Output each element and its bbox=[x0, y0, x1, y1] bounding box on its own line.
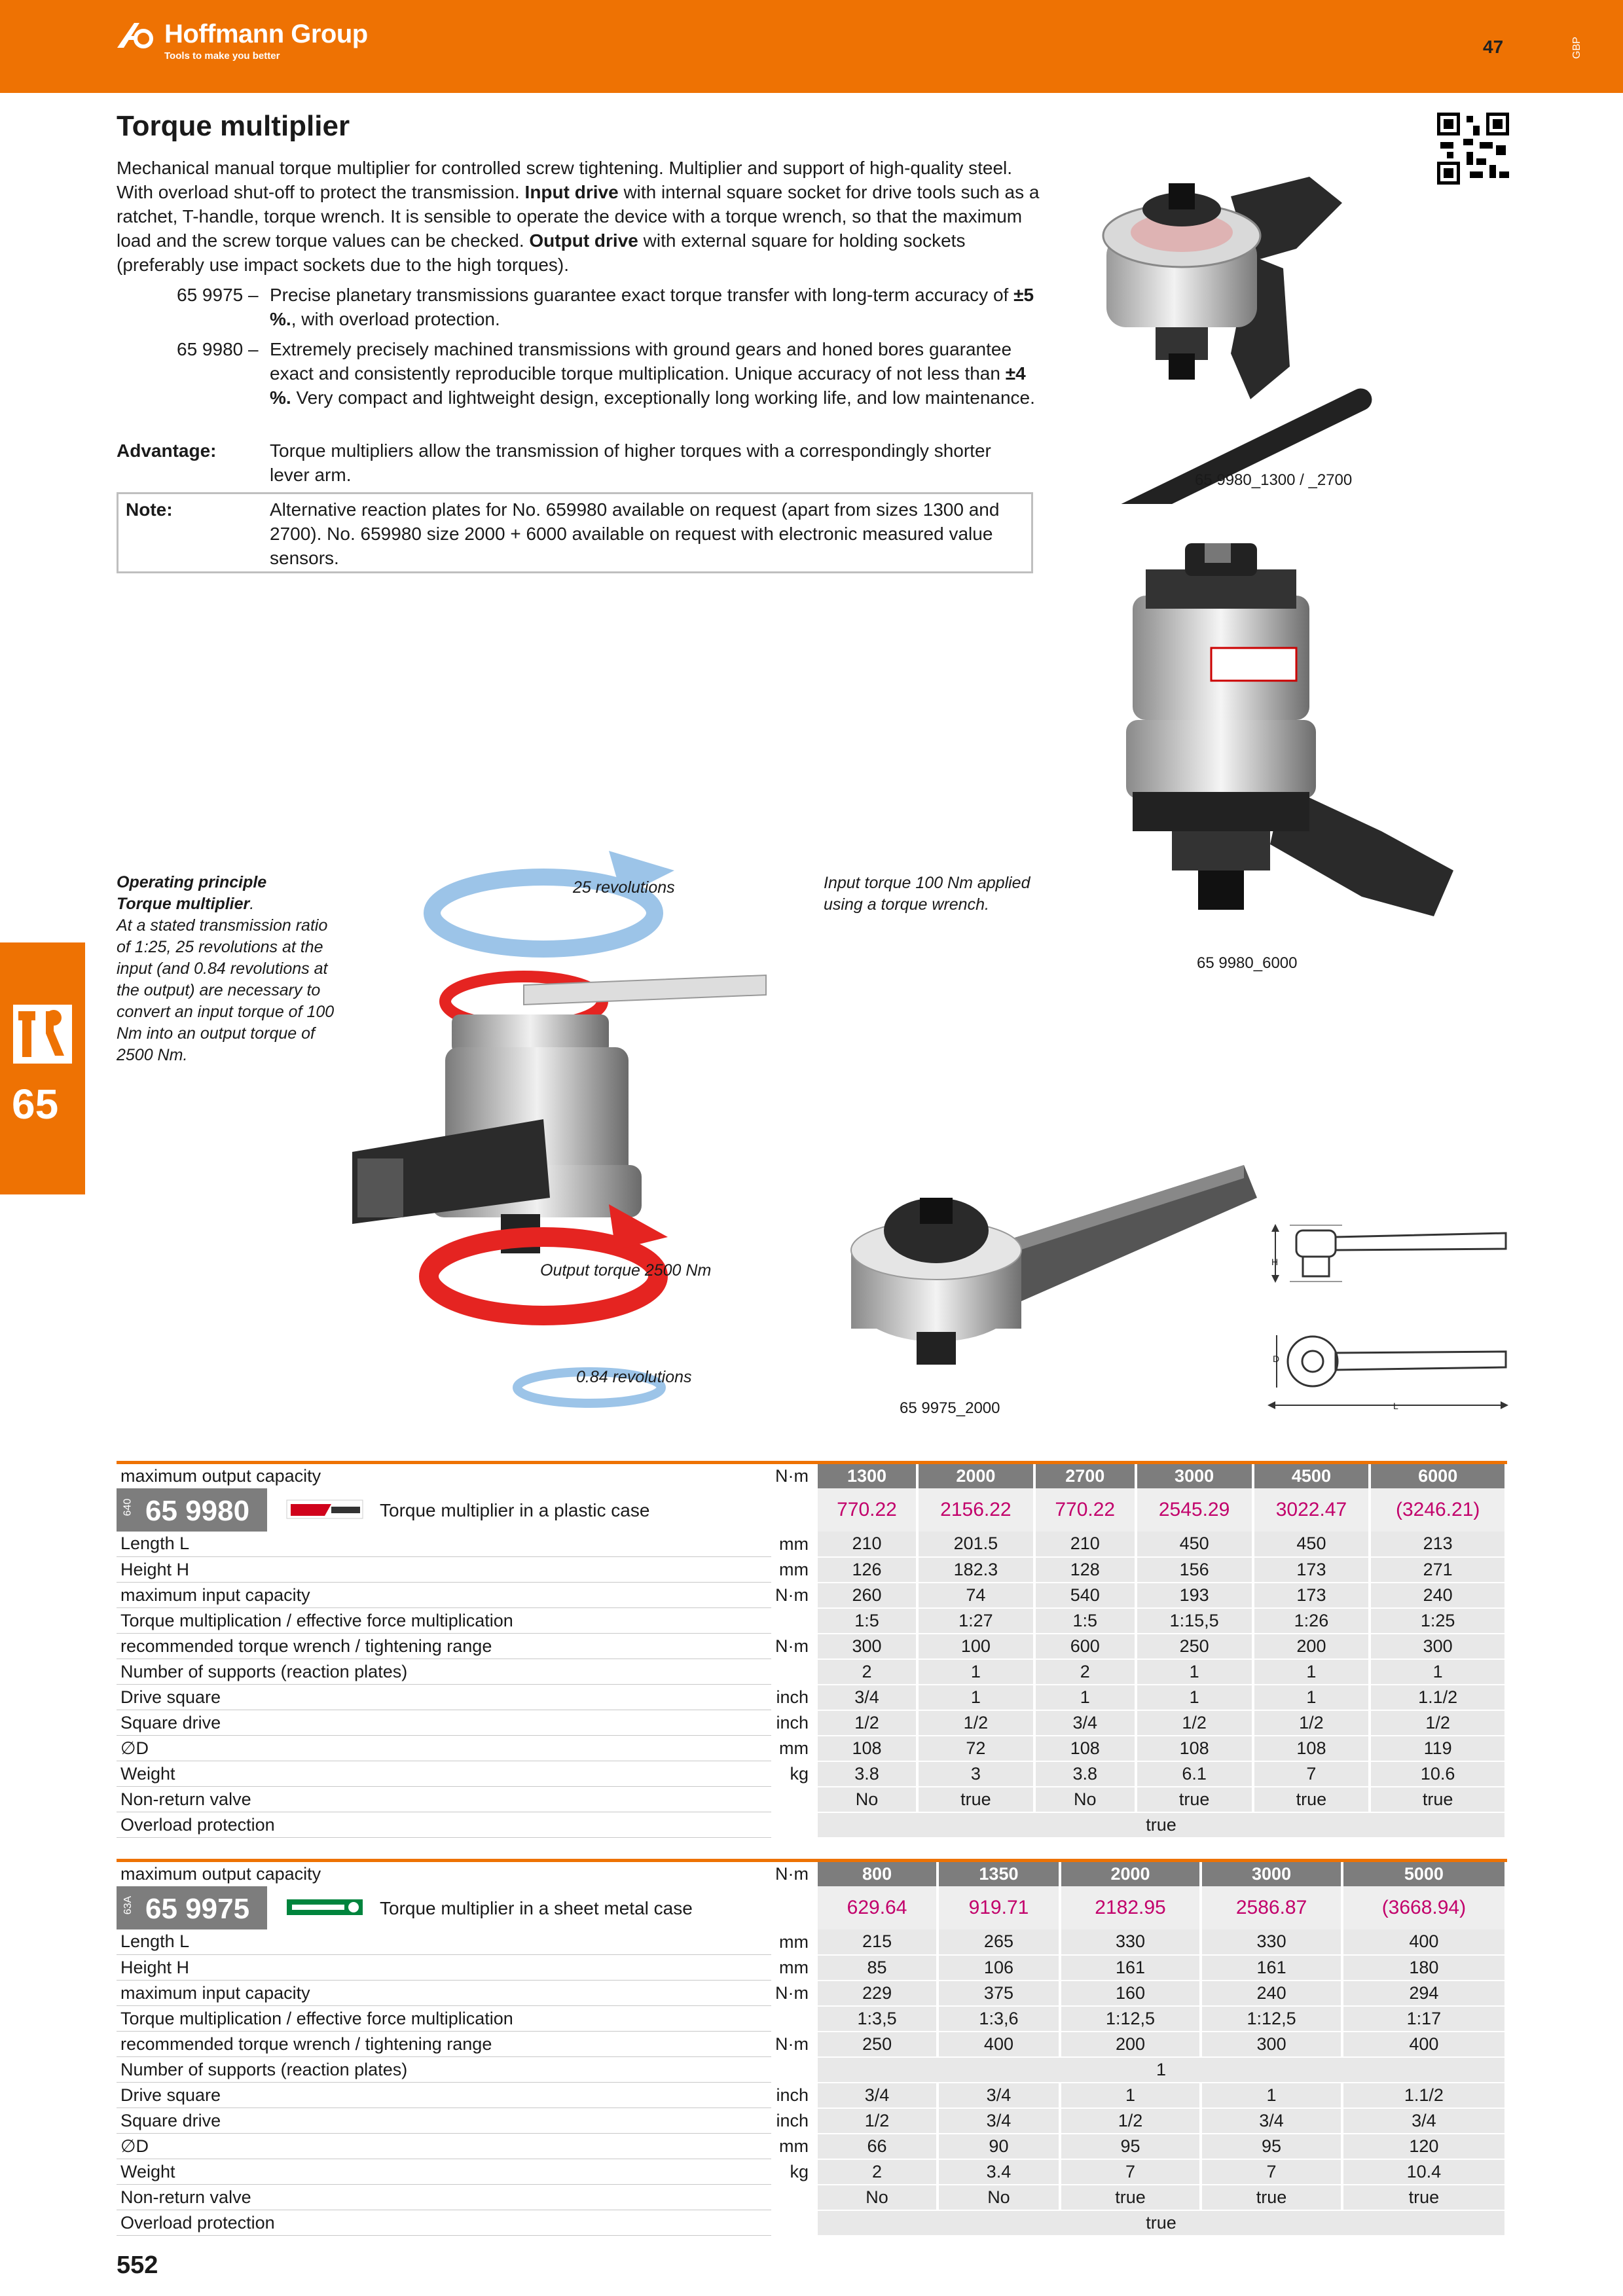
table-row bbox=[117, 1929, 1506, 1955]
value-cell: 3/4 bbox=[1034, 1710, 1136, 1736]
row-label: maximum input capacity bbox=[117, 1981, 771, 2006]
table-row bbox=[117, 1736, 1506, 1761]
value-cell: 90 bbox=[938, 2134, 1060, 2159]
value-cell: 1:12,5 bbox=[1060, 2006, 1201, 2032]
table-row bbox=[117, 1812, 1506, 1838]
row-label: Overload protection bbox=[117, 2210, 771, 2236]
table-row bbox=[117, 1608, 1506, 1634]
price-cell: 2156.22 bbox=[917, 1488, 1034, 1532]
rev-in-label: 25 revolutions bbox=[573, 878, 675, 897]
row-unit bbox=[771, 1608, 818, 1634]
gedore-logo-icon bbox=[285, 1498, 364, 1521]
value-cell: 193 bbox=[1136, 1583, 1253, 1608]
value-cell: 1 bbox=[1253, 1659, 1370, 1685]
overload-value: true bbox=[818, 1812, 1506, 1838]
size-cell: 2000 bbox=[1060, 1861, 1201, 1886]
page-number-bottom: 552 bbox=[117, 2251, 158, 2279]
hoffmann-logo-icon bbox=[115, 20, 160, 49]
value-cell: 7 bbox=[1060, 2159, 1201, 2185]
value-cell: 1:15,5 bbox=[1136, 1608, 1253, 1634]
value-cell: 400 bbox=[1342, 1929, 1506, 1955]
group-code: 63A bbox=[122, 1895, 134, 1914]
value-cell: 7 bbox=[1253, 1761, 1370, 1787]
value-cell: 375 bbox=[938, 1981, 1060, 2006]
spec-table-659975 bbox=[117, 1859, 1507, 2236]
value-cell: 265 bbox=[938, 1929, 1060, 1955]
value-cell: 1/2 bbox=[1060, 2108, 1201, 2134]
row-label: Height H bbox=[117, 1557, 771, 1583]
row-label: Square drive bbox=[117, 2108, 771, 2134]
price-cell: 629.64 bbox=[818, 1886, 938, 1929]
row-unit: kg bbox=[790, 2161, 809, 2181]
principle-text: Operating principle Torque multiplier. At a stated transmission ratio of 1:25, 25 revolutions at the input (and 0.84 revolutions at the output) are necessary to convert an input torque of 100 Nm into an output torque of 2500 Nm. bbox=[117, 873, 335, 1064]
value-cell: 1/2 bbox=[818, 1710, 917, 1736]
row-label: Weight bbox=[117, 1761, 771, 1787]
row-unit: mm bbox=[779, 1931, 809, 1952]
value-cell: 1 bbox=[1060, 2083, 1201, 2108]
row-label: Height H bbox=[117, 1955, 771, 1981]
price-cell: 770.22 bbox=[818, 1488, 917, 1532]
value-cell: 1.1/2 bbox=[1342, 2083, 1506, 2108]
value-cell: 300 bbox=[1201, 2032, 1342, 2057]
value-cell: 85 bbox=[818, 1955, 938, 1981]
value-cell: 213 bbox=[1370, 1532, 1506, 1557]
size-cell: 800 bbox=[818, 1861, 938, 1886]
row-unit: mm bbox=[779, 1738, 809, 1758]
value-cell: 210 bbox=[1034, 1532, 1136, 1557]
group-code: 640 bbox=[122, 1498, 134, 1516]
value-cell: 126 bbox=[818, 1557, 917, 1583]
table1-product-row bbox=[117, 1488, 1506, 1532]
value-cell: 3/4 bbox=[1342, 2108, 1506, 2134]
size-cell: 2000 bbox=[917, 1463, 1034, 1488]
table-row bbox=[117, 2006, 1506, 2032]
page-number-top: 47 bbox=[1483, 37, 1504, 57]
value-cell: 156 bbox=[1136, 1557, 1253, 1583]
row-label: Number of supports (reaction plates) bbox=[117, 1659, 771, 1685]
value-cell: 1/2 bbox=[917, 1710, 1034, 1736]
header-label: maximum output capacity bbox=[117, 1861, 771, 1886]
row-label: Drive square bbox=[117, 1685, 771, 1710]
dim-h-label: H bbox=[1271, 1257, 1279, 1267]
table-row bbox=[117, 1634, 1506, 1659]
row-unit: inch bbox=[776, 2110, 809, 2130]
value-cell: 10.6 bbox=[1370, 1761, 1506, 1787]
value-cell: 2 bbox=[1034, 1659, 1136, 1685]
value-cell: No bbox=[818, 1787, 917, 1812]
value-cell: 229 bbox=[818, 1981, 938, 2006]
spec-table-659980 bbox=[117, 1461, 1507, 1839]
value-cell: 210 bbox=[818, 1532, 917, 1557]
value-cell: 1 bbox=[1136, 1685, 1253, 1710]
product-code-block[interactable] bbox=[117, 1488, 267, 1532]
value-cell: 1.1/2 bbox=[1370, 1685, 1506, 1710]
value-cell: 108 bbox=[1034, 1736, 1136, 1761]
value-cell: 1/2 bbox=[1253, 1710, 1370, 1736]
row-unit: N·m bbox=[775, 1982, 809, 2003]
value-cell: 3/4 bbox=[1201, 2108, 1342, 2134]
product-code-block[interactable] bbox=[117, 1886, 267, 1929]
value-cell: 1:3,6 bbox=[938, 2006, 1060, 2032]
product-name: Torque multiplier in a sheet metal case bbox=[380, 1897, 693, 1918]
dimension-diagram-top bbox=[1264, 1332, 1512, 1417]
value-cell: 3.4 bbox=[938, 2159, 1060, 2185]
value-cell: 540 bbox=[1034, 1583, 1136, 1608]
table-row bbox=[117, 1557, 1506, 1583]
value-cell: 1 bbox=[1370, 1659, 1506, 1685]
value-cell: 180 bbox=[1342, 1955, 1506, 1981]
brand-tagline: Tools to make you better bbox=[164, 50, 280, 62]
row-label: Non-return valve bbox=[117, 1787, 771, 1812]
table1-header-row bbox=[117, 1463, 1506, 1488]
value-cell: true bbox=[1370, 1787, 1506, 1812]
value-cell: 400 bbox=[938, 2032, 1060, 2057]
row-label: ∅D bbox=[117, 1736, 771, 1761]
row-unit bbox=[771, 2185, 818, 2210]
row-unit: N·m bbox=[775, 1585, 809, 1605]
tools-chapter-icon bbox=[13, 1005, 72, 1064]
value-cell: true bbox=[1201, 2185, 1342, 2210]
caption-img3: 65 9975_2000 bbox=[900, 1399, 1000, 1417]
value-cell: 1/2 bbox=[818, 2108, 938, 2134]
value-cell: 201.5 bbox=[917, 1532, 1034, 1557]
product-code: 65 9975 bbox=[145, 1892, 250, 1925]
row-unit bbox=[771, 1659, 818, 1685]
table-row bbox=[117, 1532, 1506, 1557]
price-cell: 2182.95 bbox=[1060, 1886, 1201, 1929]
value-cell: true bbox=[1136, 1787, 1253, 1812]
rev-out-label: 0.84 revolutions bbox=[576, 1368, 692, 1386]
row-unit: mm bbox=[779, 1559, 809, 1579]
dimension-diagram-side bbox=[1264, 1217, 1512, 1289]
value-cell: 1 bbox=[917, 1685, 1034, 1710]
value-cell: 1 bbox=[1253, 1685, 1370, 1710]
value-cell: 128 bbox=[1034, 1557, 1136, 1583]
row-unit: inch bbox=[776, 2085, 809, 2105]
value-cell: 100 bbox=[917, 1634, 1034, 1659]
value-cell: 108 bbox=[1253, 1736, 1370, 1761]
row-unit: kg bbox=[790, 1763, 809, 1784]
row-unit: mm bbox=[779, 1957, 809, 1977]
header-label: maximum output capacity bbox=[117, 1463, 771, 1488]
table-row bbox=[117, 2108, 1506, 2134]
value-cell: 66 bbox=[818, 2134, 938, 2159]
price-cell: 2586.87 bbox=[1201, 1886, 1342, 1929]
value-cell: 294 bbox=[1342, 1981, 1506, 2006]
size-cell: 1350 bbox=[938, 1861, 1060, 1886]
size-cell: 3000 bbox=[1201, 1861, 1342, 1886]
row-label: Length L bbox=[117, 1532, 771, 1557]
row-unit: inch bbox=[776, 1687, 809, 1707]
size-cell: 5000 bbox=[1342, 1861, 1506, 1886]
value-cell: 330 bbox=[1060, 1929, 1201, 1955]
row-label: Torque multiplication / effective force multiplication bbox=[117, 1608, 771, 1634]
value-cell: 240 bbox=[1201, 1981, 1342, 2006]
value-cell: 3/4 bbox=[818, 1685, 917, 1710]
value-cell: No bbox=[1034, 1787, 1136, 1812]
value-cell: 1 bbox=[1136, 1659, 1253, 1685]
value-cell: 1/2 bbox=[1136, 1710, 1253, 1736]
value-cell: 260 bbox=[818, 1583, 917, 1608]
table-row bbox=[117, 1761, 1506, 1787]
input-note: Input torque 100 Nm applied using a torque wrench. bbox=[824, 874, 1030, 914]
page-title: Torque multiplier bbox=[117, 110, 350, 142]
output-label: Output torque 2500 Nm bbox=[540, 1261, 712, 1280]
price-cell: 919.71 bbox=[938, 1886, 1060, 1929]
value-cell: 1 bbox=[818, 2057, 1506, 2083]
size-cell: 1300 bbox=[818, 1463, 917, 1488]
value-cell: 330 bbox=[1201, 1929, 1342, 1955]
value-cell: 1:25 bbox=[1370, 1608, 1506, 1634]
row-unit: N·m bbox=[775, 1636, 809, 1656]
product-image-659980-6000 bbox=[1087, 530, 1467, 936]
value-cell: 200 bbox=[1060, 2032, 1201, 2057]
value-cell: 250 bbox=[1136, 1634, 1253, 1659]
row-label: Torque multiplication / effective force multiplication bbox=[117, 2006, 771, 2032]
value-cell: 1:5 bbox=[1034, 1608, 1136, 1634]
value-cell: 215 bbox=[818, 1929, 938, 1955]
table-row bbox=[117, 2159, 1506, 2185]
value-cell: 160 bbox=[1060, 1981, 1201, 2006]
value-cell: 95 bbox=[1060, 2134, 1201, 2159]
intro-text: Mechanical manual torque multiplier for controlled screw tightening. Multiplier and support of high-quality steel. With overload shut-off to protect the transmission. Input drive with internal square socket for drive tools such as a ratchet, T-handle, torque wrench. It is sensible to operate the device with a torque wrench, so that the maximum load and the screw torque values can be checked. Output drive with external square for holding sockets (preferably use impact sockets due to the high torques). bbox=[117, 158, 1040, 275]
table-row bbox=[117, 2210, 1506, 2236]
value-cell: 74 bbox=[917, 1583, 1034, 1608]
table-row bbox=[117, 1685, 1506, 1710]
price-cell: (3246.21) bbox=[1370, 1488, 1506, 1532]
size-cell: 2700 bbox=[1034, 1463, 1136, 1488]
value-cell: No bbox=[818, 2185, 938, 2210]
row-label: Weight bbox=[117, 2159, 771, 2185]
value-cell: true bbox=[1342, 2185, 1506, 2210]
language-code: GBP bbox=[1571, 37, 1582, 59]
value-cell: 173 bbox=[1253, 1557, 1370, 1583]
value-cell: 6.1 bbox=[1136, 1761, 1253, 1787]
value-cell: true bbox=[917, 1787, 1034, 1812]
table-row bbox=[117, 2032, 1506, 2057]
header-unit: N·m bbox=[771, 1463, 818, 1488]
row-label: Overload protection bbox=[117, 1812, 771, 1838]
size-cell: 6000 bbox=[1370, 1463, 1506, 1488]
value-cell: 450 bbox=[1136, 1532, 1253, 1557]
price-cell: 770.22 bbox=[1034, 1488, 1136, 1532]
value-cell: 200 bbox=[1253, 1634, 1370, 1659]
table-row bbox=[117, 1955, 1506, 1981]
table-row bbox=[117, 1981, 1506, 2006]
value-cell: 300 bbox=[818, 1634, 917, 1659]
row-label: recommended torque wrench / tightening range bbox=[117, 2032, 771, 2057]
header-unit: N·m bbox=[771, 1861, 818, 1886]
value-cell: true bbox=[1253, 1787, 1370, 1812]
value-cell: 600 bbox=[1034, 1634, 1136, 1659]
value-cell: 108 bbox=[1136, 1736, 1253, 1761]
caption-img2: 65 9980_6000 bbox=[1197, 954, 1298, 972]
product-code: 65 9980 bbox=[145, 1494, 250, 1527]
value-cell: No bbox=[938, 2185, 1060, 2210]
row-label: Length L bbox=[117, 1929, 771, 1955]
row-label: Square drive bbox=[117, 1710, 771, 1736]
page-header bbox=[0, 0, 1623, 93]
row-unit: mm bbox=[779, 2136, 809, 2156]
value-cell: 1 bbox=[1201, 2083, 1342, 2108]
row-unit: mm bbox=[779, 1534, 809, 1554]
table2-product-row bbox=[117, 1886, 1506, 1929]
value-cell: 400 bbox=[1342, 2032, 1506, 2057]
value-cell: 3/4 bbox=[938, 2083, 1060, 2108]
value-cell: 250 bbox=[818, 2032, 938, 2057]
value-cell: 2 bbox=[818, 1659, 917, 1685]
size-cell: 3000 bbox=[1136, 1463, 1253, 1488]
stahlwille-logo-icon bbox=[285, 1895, 364, 1919]
value-cell: 108 bbox=[818, 1736, 917, 1761]
product-image-659980-1300 bbox=[1034, 137, 1401, 504]
product-name: Torque multiplier in a plastic case bbox=[380, 1499, 650, 1520]
operating-principle-diagram bbox=[347, 818, 805, 1420]
size-cell: 4500 bbox=[1253, 1463, 1370, 1488]
value-cell: 161 bbox=[1060, 1955, 1201, 1981]
price-cell: 3022.47 bbox=[1253, 1488, 1370, 1532]
value-cell: 3/4 bbox=[938, 2108, 1060, 2134]
product-cell bbox=[117, 1488, 818, 1532]
value-cell: 3/4 bbox=[818, 2083, 938, 2108]
chapter-number: 65 bbox=[12, 1081, 59, 1128]
value-cell: 173 bbox=[1253, 1583, 1370, 1608]
value-cell: 240 bbox=[1370, 1583, 1506, 1608]
value-cell: 182.3 bbox=[917, 1557, 1034, 1583]
value-cell: 10.4 bbox=[1342, 2159, 1506, 2185]
row-label: maximum input capacity bbox=[117, 1583, 771, 1608]
row-label: Non-return valve bbox=[117, 2185, 771, 2210]
value-cell: 300 bbox=[1370, 1634, 1506, 1659]
row-label: Drive square bbox=[117, 2083, 771, 2108]
product-image-659975-2000 bbox=[812, 1152, 1264, 1394]
value-cell: 72 bbox=[917, 1736, 1034, 1761]
value-cell: 2 bbox=[818, 2159, 938, 2185]
value-cell: 1:27 bbox=[917, 1608, 1034, 1634]
value-cell: true bbox=[1060, 2185, 1201, 2210]
value-cell: 95 bbox=[1201, 2134, 1342, 2159]
row-label: Number of supports (reaction plates) bbox=[117, 2057, 771, 2083]
value-cell: 1:17 bbox=[1342, 2006, 1506, 2032]
value-cell: 1:12,5 bbox=[1201, 2006, 1342, 2032]
row-unit bbox=[771, 1787, 818, 1812]
table-row bbox=[117, 1710, 1506, 1736]
value-cell: 161 bbox=[1201, 1955, 1342, 1981]
product-cell bbox=[117, 1886, 818, 1929]
value-cell: 271 bbox=[1370, 1557, 1506, 1583]
table-row bbox=[117, 2057, 1506, 2083]
row-label: recommended torque wrench / tightening range bbox=[117, 1634, 771, 1659]
table2-header-row bbox=[117, 1861, 1506, 1886]
dim-d-label: D bbox=[1273, 1354, 1280, 1364]
value-cell: 1:5 bbox=[818, 1608, 917, 1634]
value-cell: 3.8 bbox=[1034, 1761, 1136, 1787]
value-cell: 1 bbox=[1034, 1685, 1136, 1710]
value-cell: 7 bbox=[1201, 2159, 1342, 2185]
caption-img1: 65 9980_1300 / _2700 bbox=[1195, 471, 1353, 489]
row-unit: N·m bbox=[775, 2034, 809, 2054]
table-row bbox=[117, 1583, 1506, 1608]
table-row bbox=[117, 2083, 1506, 2108]
table-row bbox=[117, 1659, 1506, 1685]
value-cell: 1:3,5 bbox=[818, 2006, 938, 2032]
row-label: ∅D bbox=[117, 2134, 771, 2159]
chapter-tab[interactable] bbox=[0, 942, 85, 1194]
table-row bbox=[117, 2185, 1506, 2210]
value-cell: 450 bbox=[1253, 1532, 1370, 1557]
value-cell: 3 bbox=[917, 1761, 1034, 1787]
hoffmann-logo[interactable] bbox=[115, 20, 368, 62]
price-cell: 2545.29 bbox=[1136, 1488, 1253, 1532]
value-cell: 1 bbox=[917, 1659, 1034, 1685]
table-row bbox=[117, 1787, 1506, 1812]
brand-name: Hoffmann Group bbox=[164, 20, 368, 48]
value-cell: 120 bbox=[1342, 2134, 1506, 2159]
value-cell: 1/2 bbox=[1370, 1710, 1506, 1736]
qr-code-icon[interactable] bbox=[1437, 113, 1509, 185]
value-cell: 3.8 bbox=[818, 1761, 917, 1787]
row-unit bbox=[771, 2006, 818, 2032]
value-cell: 106 bbox=[938, 1955, 1060, 1981]
dim-l-label: L bbox=[1393, 1401, 1398, 1411]
price-cell: (3668.94) bbox=[1342, 1886, 1506, 1929]
value-cell: 119 bbox=[1370, 1736, 1506, 1761]
value-cell: 1:26 bbox=[1253, 1608, 1370, 1634]
overload-value: true bbox=[818, 2210, 1506, 2236]
row-unit: inch bbox=[776, 1712, 809, 1732]
table-row bbox=[117, 2134, 1506, 2159]
